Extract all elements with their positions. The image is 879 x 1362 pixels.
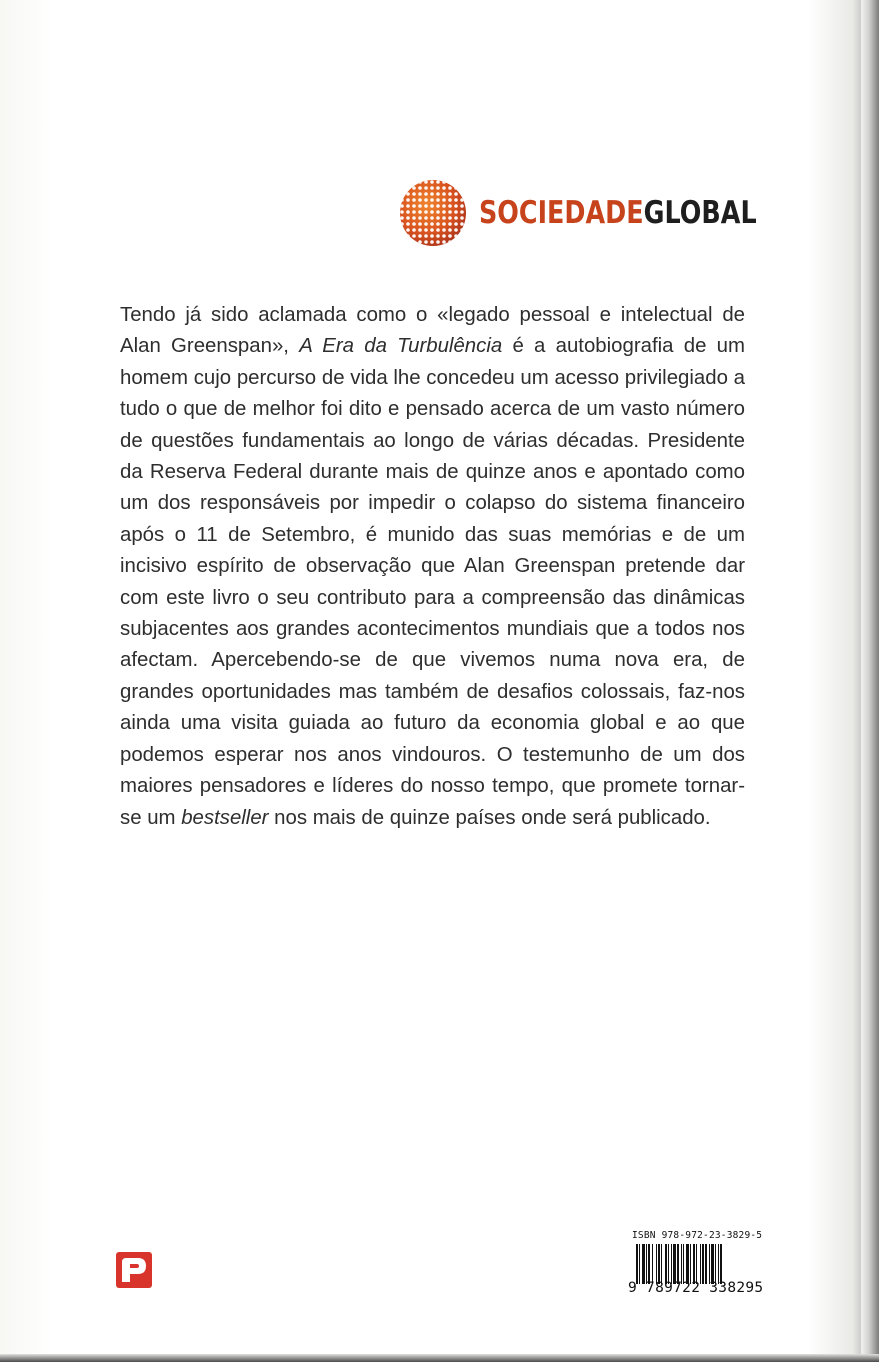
cover-bottom-edge: [0, 1354, 879, 1362]
barcode-bar: [711, 1244, 714, 1284]
publisher-logo-icon: [116, 1252, 152, 1288]
barcode-bar: [700, 1244, 701, 1284]
book-title: A Era da Turbulência: [299, 335, 503, 358]
barcode-bar: [639, 1244, 640, 1284]
barcode-bar: [696, 1244, 697, 1284]
series-title-part2: GLOBAL: [643, 194, 757, 231]
series-logo: [399, 178, 759, 248]
barcode-bar: [646, 1244, 647, 1284]
barcode-bar: [671, 1244, 672, 1284]
barcode-bar: [661, 1244, 662, 1284]
barcode-bar: [673, 1244, 676, 1284]
blurb-text-1: Tendo já sido aclamada como o «legado pessoal e intelectual de Alan Greenspan»,: [120, 304, 745, 358]
blurb-text-2: é a autobiografia de um homem cujo percurso de vida lhe concedeu um acesso privilegiado a tudo o que de melhor foi dito e pensado acerca de um vasto número de questões fundamentais ao longo de várias décadas. Presidente da Reserva Federal durante mais de quinze anos e apontado como um dos responsáveis por impedir o colapso do sistema financeiro após o 11 de Setembro, é munido das suas memórias e de um incisivo espírito de observação que Alan Greenspan pretende dar com este livro o seu contributo para a compreensão das dinâmicas subjacentes aos grandes acontecimentos mundiais que a todos nos afectam. Apercebendo-se de que vivemos numa nova era, de grandes oportunidades mas também de desafios colossais, faz-nos ainda uma visita guiada ao futuro da economia global e ao que podemos esperar nos anos vindouros. O testemunho de um dos maiores pensadores e líderes do nosso tempo, que promete tornar-se um: [120, 335, 745, 829]
cover-edge: [861, 0, 879, 1362]
barcode: [626, 1226, 764, 1300]
barcode-bar: [652, 1244, 653, 1284]
ean-digits: 9 789722 338295: [628, 1280, 764, 1296]
isbn-label: ISBN 978-972-23-3829-5: [632, 1230, 763, 1241]
blurb-emphasis: bestseller: [181, 806, 269, 829]
barcode-bar: [705, 1244, 707, 1284]
barcode-bar: [668, 1244, 669, 1284]
barcode-bar: [693, 1244, 695, 1284]
back-cover-blurb: [120, 300, 745, 834]
barcode-bar: [720, 1244, 722, 1284]
globe-icon: [399, 179, 467, 247]
barcode-bar: [683, 1244, 684, 1284]
barcode-bar: [709, 1244, 710, 1284]
barcode-bar: [636, 1244, 638, 1284]
barcode-bar: [677, 1244, 679, 1284]
barcode-bar: [656, 1244, 657, 1284]
series-title-part1: SOCIEDADE: [479, 194, 644, 231]
barcode-bar: [690, 1244, 691, 1284]
barcode-bars: [636, 1244, 758, 1284]
barcode-bar: [665, 1244, 667, 1284]
barcode-bar: [642, 1244, 645, 1284]
barcode-bar: [715, 1244, 716, 1284]
series-title: [479, 194, 757, 231]
barcode-bar: [681, 1244, 682, 1284]
barcode-bar: [658, 1244, 660, 1284]
barcode-bar: [702, 1244, 704, 1284]
barcode-bar: [686, 1244, 689, 1284]
blurb-text-3: nos mais de quinze países onde será publicado.: [268, 806, 711, 829]
barcode-bar: [648, 1244, 650, 1284]
barcode-bar: [718, 1244, 719, 1284]
